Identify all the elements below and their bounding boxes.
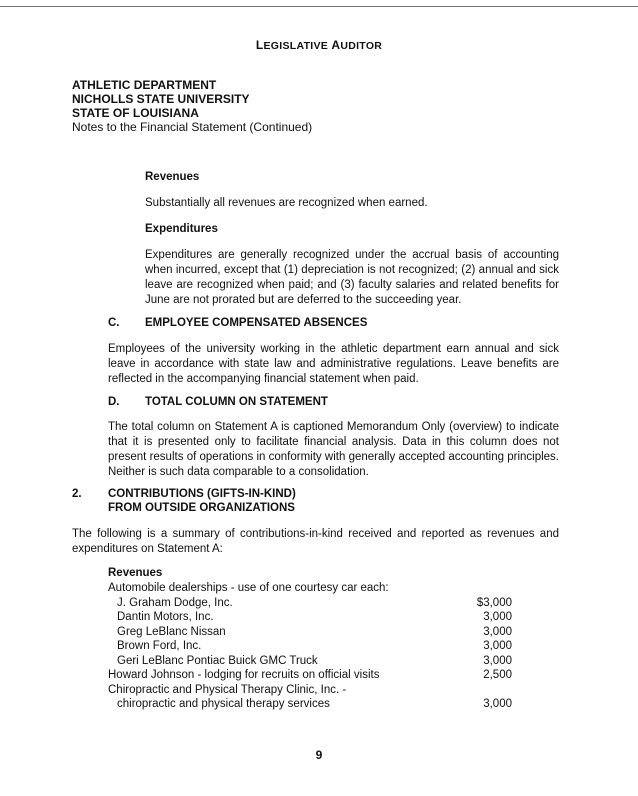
row-label: Geri LeBlanc Pontiac Buick GMC Truck bbox=[117, 655, 318, 667]
howard-johnson-amount: 2,500 bbox=[483, 669, 512, 681]
expenditures-heading: Expenditures bbox=[145, 223, 218, 235]
row-label: J. Graham Dodge, Inc. bbox=[117, 597, 233, 609]
chiropractic-label-1: Chiropractic and Physical Therapy Clinic, Inc. - bbox=[108, 684, 347, 696]
section-2-intro: The following is a summary of contributions-in-kind received and reported as revenues and expenditures on Statement A: bbox=[72, 528, 559, 555]
org-line-3: STATE OF LOUISIANA bbox=[72, 106, 199, 120]
section-c-text: Employees of the university working in the athletic department earn annual and sick leave in accordance with state law and administrative regulations. Leave benefits are reflected in the accompanying financial statement when paid. bbox=[108, 343, 559, 385]
row-amount: 3,000 bbox=[483, 655, 512, 667]
row-amount: $3,000 bbox=[476, 597, 512, 609]
revenues-text: Substantially all revenues are recognized when earned. bbox=[145, 197, 428, 209]
row-amount: 3,000 bbox=[483, 640, 512, 652]
row-amount: 3,000 bbox=[483, 626, 512, 638]
org-line-2: NICHOLLS STATE UNIVERSITY bbox=[72, 92, 250, 106]
org-line-1: ATHLETIC DEPARTMENT bbox=[72, 78, 217, 92]
row-label: Greg LeBlanc Nissan bbox=[117, 626, 226, 638]
section-d-text: The total column on Statement A is captioned Memorandum Only (overview) to indicate that it is presented only to facilitate financial analysis. Data in this column does not present results of operations in conformity with generally accepted accounting principles. Neither is such data comparable to a consolidation. bbox=[108, 421, 559, 478]
section-d-label: D. bbox=[108, 396, 120, 408]
row-amount: 3,000 bbox=[483, 611, 512, 623]
section-c-label: C. bbox=[108, 317, 120, 329]
chiropractic-amount: 3,000 bbox=[483, 698, 512, 710]
statement-subtitle: Notes to the Financial Statement (Continued) bbox=[72, 120, 313, 134]
section-d-title: TOTAL COLUMN ON STATEMENT bbox=[145, 396, 328, 408]
running-header: LEGISLATIVE AUDITOR bbox=[255, 38, 383, 52]
section-c-title: EMPLOYEE COMPENSATED ABSENCES bbox=[145, 317, 368, 329]
expenditures-text: Expenditures are generally recognized under the accrual basis of accounting when incurred, except that (1) depreciation is not recognized; (2) annual and sick leave are recognized when paid; and (3) faculty salaries and related benefits for June are not prorated but are deferred to the succeeding year. bbox=[145, 249, 559, 306]
revenues-heading: Revenues bbox=[145, 171, 200, 183]
row-label: Dantin Motors, Inc. bbox=[117, 611, 214, 623]
dealerships-label: Automobile dealerships - use of one courtesy car each: bbox=[108, 582, 389, 594]
row-label: Brown Ford, Inc. bbox=[117, 640, 202, 652]
table-revenues-heading: Revenues bbox=[108, 567, 163, 579]
section-2-title-2: FROM OUTSIDE ORGANIZATIONS bbox=[108, 502, 295, 514]
chiropractic-label-2: chiropractic and physical therapy services bbox=[117, 698, 330, 710]
section-2-label: 2. bbox=[72, 488, 82, 500]
howard-johnson-label: Howard Johnson - lodging for recruits on official visits bbox=[108, 669, 380, 681]
page-number: 9 bbox=[315, 748, 323, 762]
section-2-title-1: CONTRIBUTIONS (GIFTS-IN-KIND) bbox=[108, 488, 296, 500]
top-rule bbox=[0, 6, 638, 7]
